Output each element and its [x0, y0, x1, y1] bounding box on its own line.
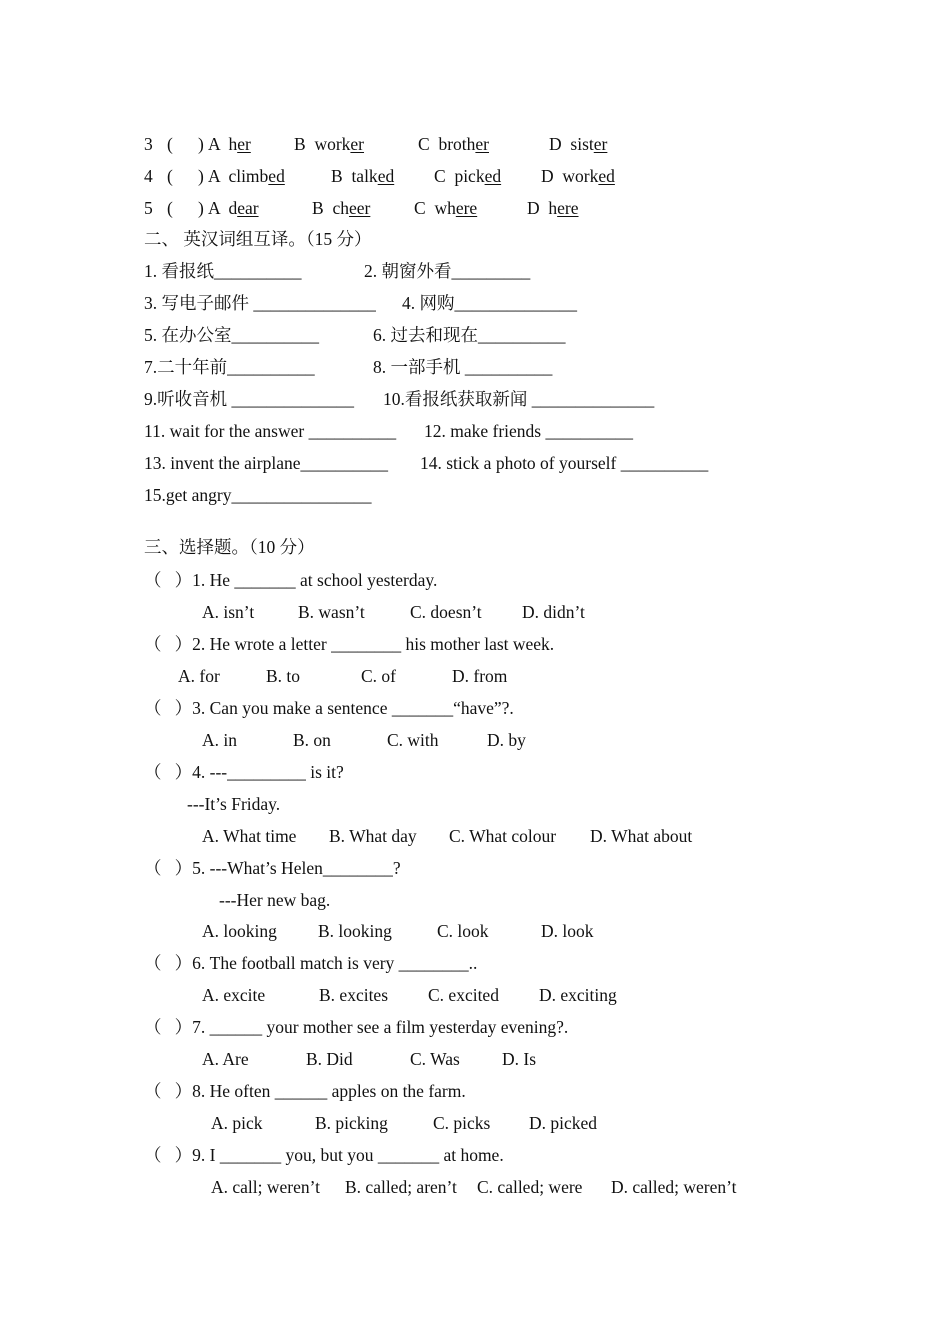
option: B. excites — [319, 985, 389, 1005]
option: C. of — [361, 666, 396, 686]
question-stem: （ ）5. ---What’s Helen________? — [144, 858, 401, 878]
translation-item: 9.听收音机 ______________ — [144, 389, 354, 409]
option: D. exciting — [539, 985, 617, 1005]
question-stem: （ ）2. He wrote a letter ________ his mother last week. — [144, 634, 555, 654]
question-number: 3 — [144, 134, 153, 154]
option: B. to — [266, 666, 301, 686]
option: A. pick — [211, 1113, 263, 1133]
option: A. for — [178, 666, 220, 686]
option-c: C where — [414, 198, 478, 218]
option: C. with — [387, 730, 439, 750]
question-stem: （ ）4. ---_________ is it? — [144, 762, 344, 782]
option: C. excited — [428, 985, 499, 1005]
dialogue-line: ---Her new bag. — [219, 890, 331, 910]
option-b: B worker — [294, 134, 365, 154]
translation-item: 15.get angry________________ — [144, 485, 372, 505]
translation-item: 3. 写电子邮件 ______________ — [144, 293, 376, 313]
option: A. excite — [202, 985, 266, 1005]
option: B. called; aren’t — [345, 1177, 457, 1197]
option: D. look — [541, 921, 594, 941]
option: A. isn’t — [202, 602, 255, 622]
section-heading: 三、选择题。（10 分） — [144, 537, 315, 557]
translation-item: 2. 朝窗外看_________ — [364, 261, 531, 281]
question-stem: （ ）8. He often ______ apples on the farm. — [144, 1081, 466, 1101]
question-number: 4 — [144, 166, 153, 186]
option: B. wasn’t — [298, 602, 365, 622]
translation-item: 8. 一部手机 __________ — [373, 357, 553, 377]
option: D. Is — [502, 1049, 537, 1069]
option: A. looking — [202, 921, 277, 941]
answer-paren-open: ( — [167, 198, 173, 218]
option-d: D here — [527, 198, 579, 218]
option-a: A climbed — [208, 166, 285, 186]
option: C. What colour — [449, 826, 557, 846]
option: C. Was — [410, 1049, 460, 1069]
question-stem: （ ）1. He _______ at school yesterday. — [144, 570, 438, 590]
translation-item: 6. 过去和现在__________ — [373, 325, 566, 345]
option-c: C brother — [418, 134, 489, 154]
option: A. in — [202, 730, 237, 750]
option: D. called; weren’t — [611, 1177, 737, 1197]
option: A. What time — [202, 826, 297, 846]
translation-item: 4. 网购______________ — [402, 293, 577, 313]
answer-paren-open: ( — [167, 134, 173, 154]
option: C. called; were — [477, 1177, 583, 1197]
option: B. picking — [315, 1113, 388, 1133]
option: B. Did — [306, 1049, 353, 1069]
answer-paren-open: ( — [167, 166, 173, 186]
option: D. by — [487, 730, 526, 750]
option: C. look — [437, 921, 489, 941]
option: B. What day — [329, 826, 417, 846]
option: D. What about — [590, 826, 693, 846]
translation-item: 7.二十年前__________ — [144, 357, 315, 377]
option: D. from — [452, 666, 508, 686]
translation-item: 14. stick a photo of yourself __________ — [420, 453, 709, 473]
option-c: C picked — [434, 166, 502, 186]
option: B. looking — [318, 921, 392, 941]
answer-paren-close: ) — [198, 134, 204, 154]
option-d: D sister — [549, 134, 608, 154]
translation-item: 13. invent the airplane__________ — [144, 453, 388, 473]
translation-item: 5. 在办公室__________ — [144, 325, 319, 345]
question-stem: （ ）9. I _______ you, but you _______ at home. — [144, 1145, 504, 1165]
question-stem: （ ）6. The football match is very ________.. — [144, 953, 478, 973]
dialogue-line: ---It’s Friday. — [187, 794, 281, 814]
translation-item: 11. wait for the answer __________ — [144, 421, 397, 441]
option-d: D worked — [541, 166, 615, 186]
option-a: A her — [208, 134, 251, 154]
option-a: A dear — [208, 198, 259, 218]
question-number: 5 — [144, 198, 153, 218]
option: D. picked — [529, 1113, 598, 1133]
option-b: B talked — [331, 166, 395, 186]
option: D. didn’t — [522, 602, 585, 622]
option: C. doesn’t — [410, 602, 482, 622]
translation-item: 1. 看报纸__________ — [144, 261, 302, 281]
option: A. call; weren’t — [211, 1177, 321, 1197]
translation-item: 10.看报纸获取新闻 ______________ — [383, 389, 655, 409]
question-stem: （ ）3. Can you make a sentence _______“have”?. — [144, 698, 514, 718]
question-stem: （ ）7. ______ your mother see a film yesterday evening?. — [144, 1017, 569, 1037]
option-b: B cheer — [312, 198, 371, 218]
option: C. picks — [433, 1113, 491, 1133]
section-heading: 二、 英汉词组互译。（15 分） — [144, 229, 372, 249]
option: A. Are — [202, 1049, 249, 1069]
option: B. on — [293, 730, 331, 750]
translation-item: 12. make friends __________ — [424, 421, 633, 441]
answer-paren-close: ) — [198, 166, 204, 186]
answer-paren-close: ) — [198, 198, 204, 218]
